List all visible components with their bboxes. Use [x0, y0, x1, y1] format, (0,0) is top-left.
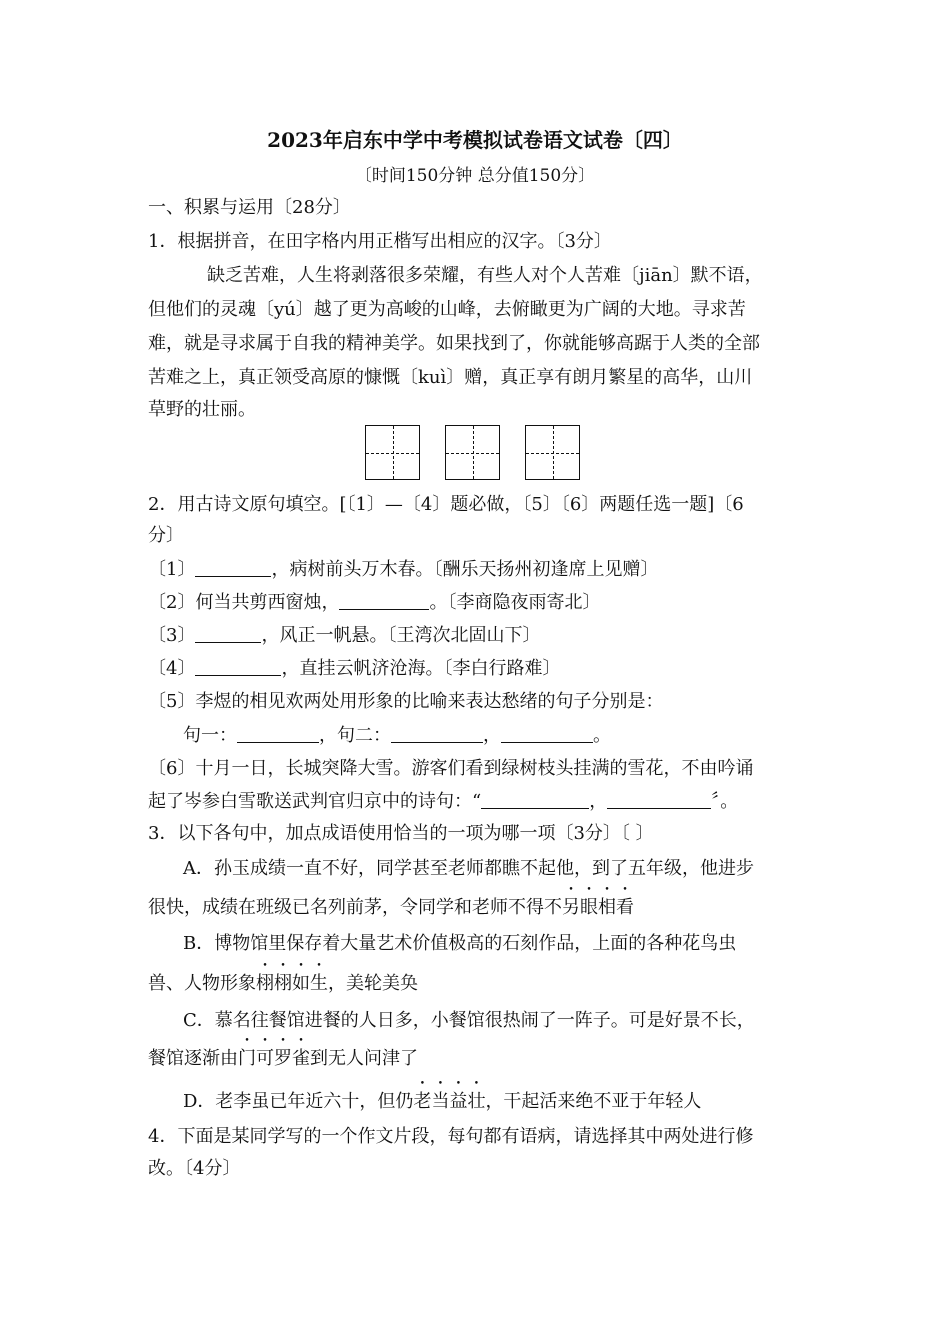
answer-blank[interactable]: [481, 790, 589, 809]
item-text: 起了岑参白雪歌送武判官归京中的诗句：“: [148, 791, 482, 812]
dotted-char: 看: [616, 897, 634, 918]
item-text: ，句二：: [319, 725, 391, 746]
item-text: ，美轮美奂: [328, 973, 418, 994]
dotted-char: 栩: [274, 973, 292, 994]
q2-item-6-cont: [148, 790, 738, 814]
item-label: 〔4〕: [148, 658, 196, 679]
q2-item-5: 〔5〕李煜的相见欢两处用形象的比喻来表达愁绪的句子分别是：: [148, 691, 664, 712]
item-text: ，病树前头万木春。〔酬乐天扬州初逢席上见赠〕: [271, 559, 659, 580]
dotted-char: 罗: [274, 1048, 292, 1069]
item-text: 很快，成绩在班级已名列前茅，令同学和老师不得不: [148, 897, 562, 918]
dotted-char: 雀: [292, 1048, 310, 1069]
answer-blank[interactable]: [195, 558, 271, 577]
q2-stem: 分〕: [148, 525, 184, 546]
answer-blank[interactable]: [501, 724, 593, 743]
dotted-char: 眼: [580, 897, 598, 918]
item-text: ，干起活来绝不亚于年轻人: [485, 1091, 702, 1112]
item-text: 到无人问津了: [310, 1048, 418, 1069]
dotted-char: 可: [256, 1048, 274, 1069]
q3-option-b: B．博物馆里保存着大量艺术价值极高的石刻作品，上面的各种花鸟虫: [183, 933, 737, 954]
dotted-char: 门: [238, 1048, 256, 1069]
item-text: 〔2〕何当共剪西窗烛，: [148, 592, 340, 613]
dotted-char: 当: [431, 1091, 450, 1112]
item-text: ，直挂云帆济沧海。〔李白行路难〕: [281, 658, 561, 679]
dotted-char: 生: [310, 973, 328, 994]
q1-passage-line: 苦难之上，真正领受高原的慷慨〔kuì〕赠，真正享有朗月繁星的高华，山川: [148, 367, 753, 388]
dotted-char: 益: [449, 1091, 468, 1112]
item-text: ，: [483, 725, 501, 746]
q4-stem: 4．下面是某同学写的一个作文片段，每句都有语病，请选择其中两处进行修: [148, 1126, 754, 1147]
item-text: 兽、人物形象: [148, 973, 256, 994]
q3-option-a-cont: [148, 896, 634, 920]
q2-item-6: 〔6〕十月一日，长城突降大雪。游客们看到绿树枝头挂满的雪花，不由吟诵: [148, 758, 754, 779]
section-heading: 一、积累与运用〔28分〕: [148, 197, 351, 218]
item-text: ，: [589, 791, 608, 812]
q2-item-5-blanks: [183, 724, 611, 748]
q3-option-b-cont: [148, 972, 418, 996]
q3-option-c: C．慕名往餐馆进餐的人日多，小餐馆很热闹了一阵子。可是好景不长，: [183, 1010, 755, 1031]
answer-blank[interactable]: [391, 724, 483, 743]
q1-passage-line: 难，就是寻求属于自我的精神美学。如果找到了，你就能够高踞于人类的全部: [148, 333, 760, 354]
answer-blank[interactable]: [195, 624, 261, 643]
dotted-char: 如: [292, 973, 310, 994]
q1-passage-line: 草野的壮丽。: [148, 399, 256, 420]
item-label: 〔1〕: [148, 559, 196, 580]
item-text: ，风正一帆悬。〔王湾次北固山下〕: [261, 625, 541, 646]
dotted-char: 老: [413, 1091, 432, 1112]
q3-option-a: A．孙玉成绩一直不好，同学甚至老师都瞧不起他，到了五年级，他进步: [183, 858, 754, 879]
answer-blank[interactable]: [195, 657, 281, 676]
q2-item-1: [148, 558, 658, 582]
item-text: D．老李虽已年近六十，但仍: [183, 1091, 414, 1112]
item-text: 句一：: [183, 725, 237, 746]
item-text: 餐馆逐渐由: [148, 1048, 238, 1069]
item-text: 〞。: [711, 791, 739, 812]
tianzige-box[interactable]: [365, 425, 420, 480]
dotted-char: 壮: [467, 1091, 486, 1112]
tianzige-box[interactable]: [525, 425, 580, 480]
item-text: 。〔李商隐夜雨寄北〕: [429, 592, 601, 613]
answer-blank[interactable]: [339, 591, 429, 610]
q3-option-c-cont: [148, 1047, 418, 1071]
q1-stem: 1．根据拼音，在田字格内用正楷写出相应的汉字。〔3分〕: [148, 231, 612, 252]
q1-passage-line: 缺乏苦难，人生将剥落很多荣耀，有些人对个人苦难〔jiān〕默不语，: [207, 265, 763, 286]
q3-stem: 3．以下各句中，加点成语使用恰当的一项为哪一项〔3分〕〔 〕: [148, 823, 654, 844]
q2-item-3: [148, 624, 540, 648]
exam-title: 2023年启东中学中考模拟试卷语文试卷〔四〕: [267, 128, 683, 152]
q2-item-2: [148, 591, 600, 615]
dotted-char: 相: [598, 897, 616, 918]
q4-stem-cont: 改。〔4分〕: [148, 1158, 241, 1179]
tianzige-grid: [365, 425, 580, 480]
answer-blank[interactable]: [607, 790, 711, 809]
dotted-char: 栩: [256, 973, 274, 994]
item-text: 。: [593, 725, 611, 746]
q2-item-4: [148, 657, 560, 681]
exam-subtitle: 〔时间150分钟 总分值150分〕: [354, 166, 596, 186]
q2-stem: 2．用古诗文原句填空。[〔1〕—〔4〕题必做，〔5〕〔6〕两题任选一题]〔6: [148, 494, 744, 515]
answer-blank[interactable]: [237, 724, 319, 743]
dotted-char: 另: [562, 897, 580, 918]
item-label: 〔3〕: [148, 625, 196, 646]
q3-option-d: [183, 1090, 701, 1114]
tianzige-box[interactable]: [445, 425, 500, 480]
q1-passage-line: 但他们的灵魂〔yú〕越了更为高峻的山峰，去俯瞰更为广阔的大地。寻求苦: [148, 299, 746, 320]
